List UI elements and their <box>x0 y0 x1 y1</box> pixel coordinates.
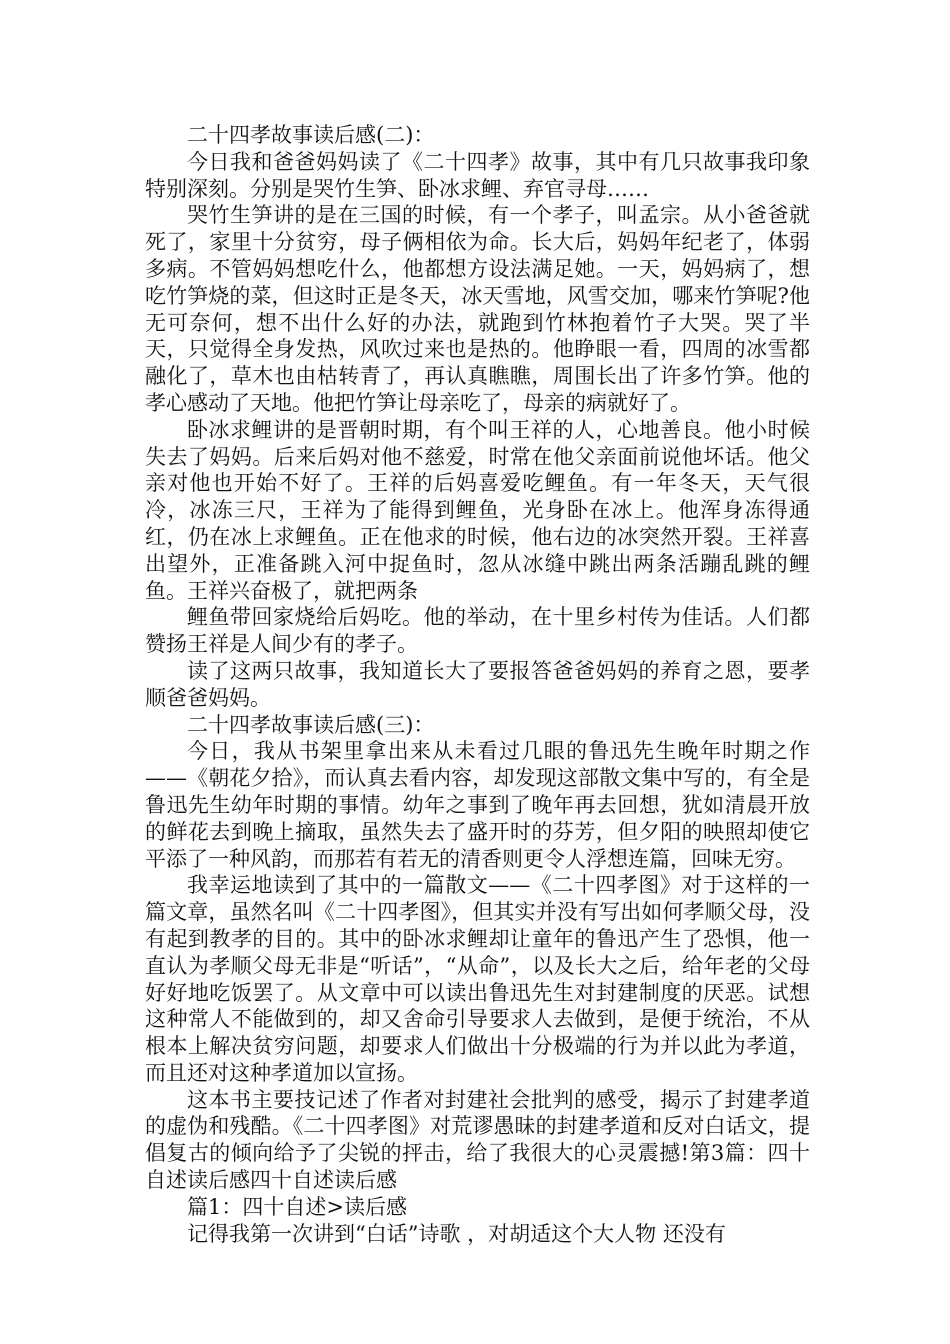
paragraph-ice-carp-ending: 鲤鱼带回家烧给后妈吃。他的举动，在十里乡村传为佳话。人们都赞扬王祥是人间少有的孝子。 <box>145 605 810 657</box>
paragraph-hu-shi: 记得我第一次讲到“白话”诗歌 ，对胡适这个大人物 还没有 <box>187 1221 726 1246</box>
paragraph-ice-carp-story: 卧冰求鲤讲的是晋朝时期，有个叫王祥的人，心地善良。他小时候失去了妈妈。后来后妈对他不慈爱，时常在他父亲面前说他坏话。他父亲对他也开始不好了。王祥的后妈喜爱吃鲤鱼。有一年冬天，天气很冷，冰冻三尺，王祥为了能得到鲤鱼，光身卧在冰上。他浑身冻得通红，仍在冰上求鲤鱼。正在他求的时候，他右边的冰突然开裂。王祥喜出望外，正准备跳入河中捉鱼时，忽从冰缝中跳出两条活蹦乱跳的鲤鱼。王祥兴奋极了，就把两条 <box>145 417 810 603</box>
heading-part-2: 二十四孝故事读后感(二)： <box>187 123 435 147</box>
paragraph-intro: 今日我和爸爸妈妈读了《二十四孝》故事，其中有几只故事我印象特别深刻。分别是哭竹生笋、卧冰求鲤、弃官寻母…… <box>145 149 810 201</box>
paragraph-bamboo-story: 哭竹生笋讲的是在三国的时候，有一个孝子，叫孟宗。从小爸爸就死了，家里十分贫穷，母子俩相依为命。长大后，妈妈年纪老了，体弱多病。不管妈妈想吃什么，他都想方设法满足她。一天，妈妈病了，想吃竹笋烧的菜，但这时正是冬天，冰天雪地，风雪交加，哪来竹笋呢?他无可奈何，想不出什么好的办法，就跑到竹林抱着竹子大哭。哭了半天，只觉得全身发热，风吹过来也是热的。他睁眼一看，四周的冰雪都融化了，草木也由枯转青了，再认真瞧瞧，周围长出了许多竹笋。他的孝心感动了天地。他把竹笋让母亲吃了，母亲的病就好了。 <box>145 203 810 415</box>
paragraph-twenty-four-filial-picture: 我幸运地读到了其中的一篇散文——《二十四孝图》对于这样的一篇文章，虽然名叫《二十四孝图》，但其实并没有写出如何孝顺父母，没有起到教孝的目的。其中的卧冰求鲤却让童年的鲁迅产生了恐惧，他一直认为孝顺父母无非是“听话”，“从命”，以及长大之后，给年老的父母好好地吃饭罢了。从文章中可以读出鲁迅先生对封建制度的厌恶。试想这种常人不能做到的，却又舍命引导要求人去做到，是便于统治，不从根本上解决贫穷问题，却要求人们做出十分极端的行为并以此为孝道，而且还对这种孝道加以宣扬。 <box>145 873 810 1085</box>
paragraph-book-summary: 这本书主要技记述了作者对封建社会批判的感受，揭示了封建孝道的虚伪和残酷。《二十四孝图》对荒谬愚昧的封建孝道和反对白话文，提倡复古的倾向给予了尖锐的抨击，给了我很大的心灵震撼!第3篇：四十自述读后感四十自述读后感 <box>145 1087 810 1193</box>
heading-part-3: 二十四孝故事读后感(三)： <box>187 712 435 737</box>
paragraph-morning-flowers: 今日，我从书架里拿出来从未看过几眼的鲁迅先生晚年时期之作——《朝花夕拾》，而认真去看内容，却发现这部散文集中写的，有全是鲁迅先生幼年时期的事情。幼年之事到了晚年再去回想，犹如清晨开放的鲜花去到晚上摘取，虽然失去了盛开时的芬芳，但夕阳的映照却使它平添了一种风韵，而那若有若无的清香则更令人浮想连篇，回味无穷。 <box>145 739 810 871</box>
heading-chapter-1: 篇1：四十自述>读后感 <box>187 1194 407 1219</box>
paragraph-reflection: 读了这两只故事，我知道长大了要报答爸爸妈妈的养育之恩，要孝顺爸爸妈妈。 <box>145 658 810 710</box>
document-page <box>145 122 810 1247</box>
